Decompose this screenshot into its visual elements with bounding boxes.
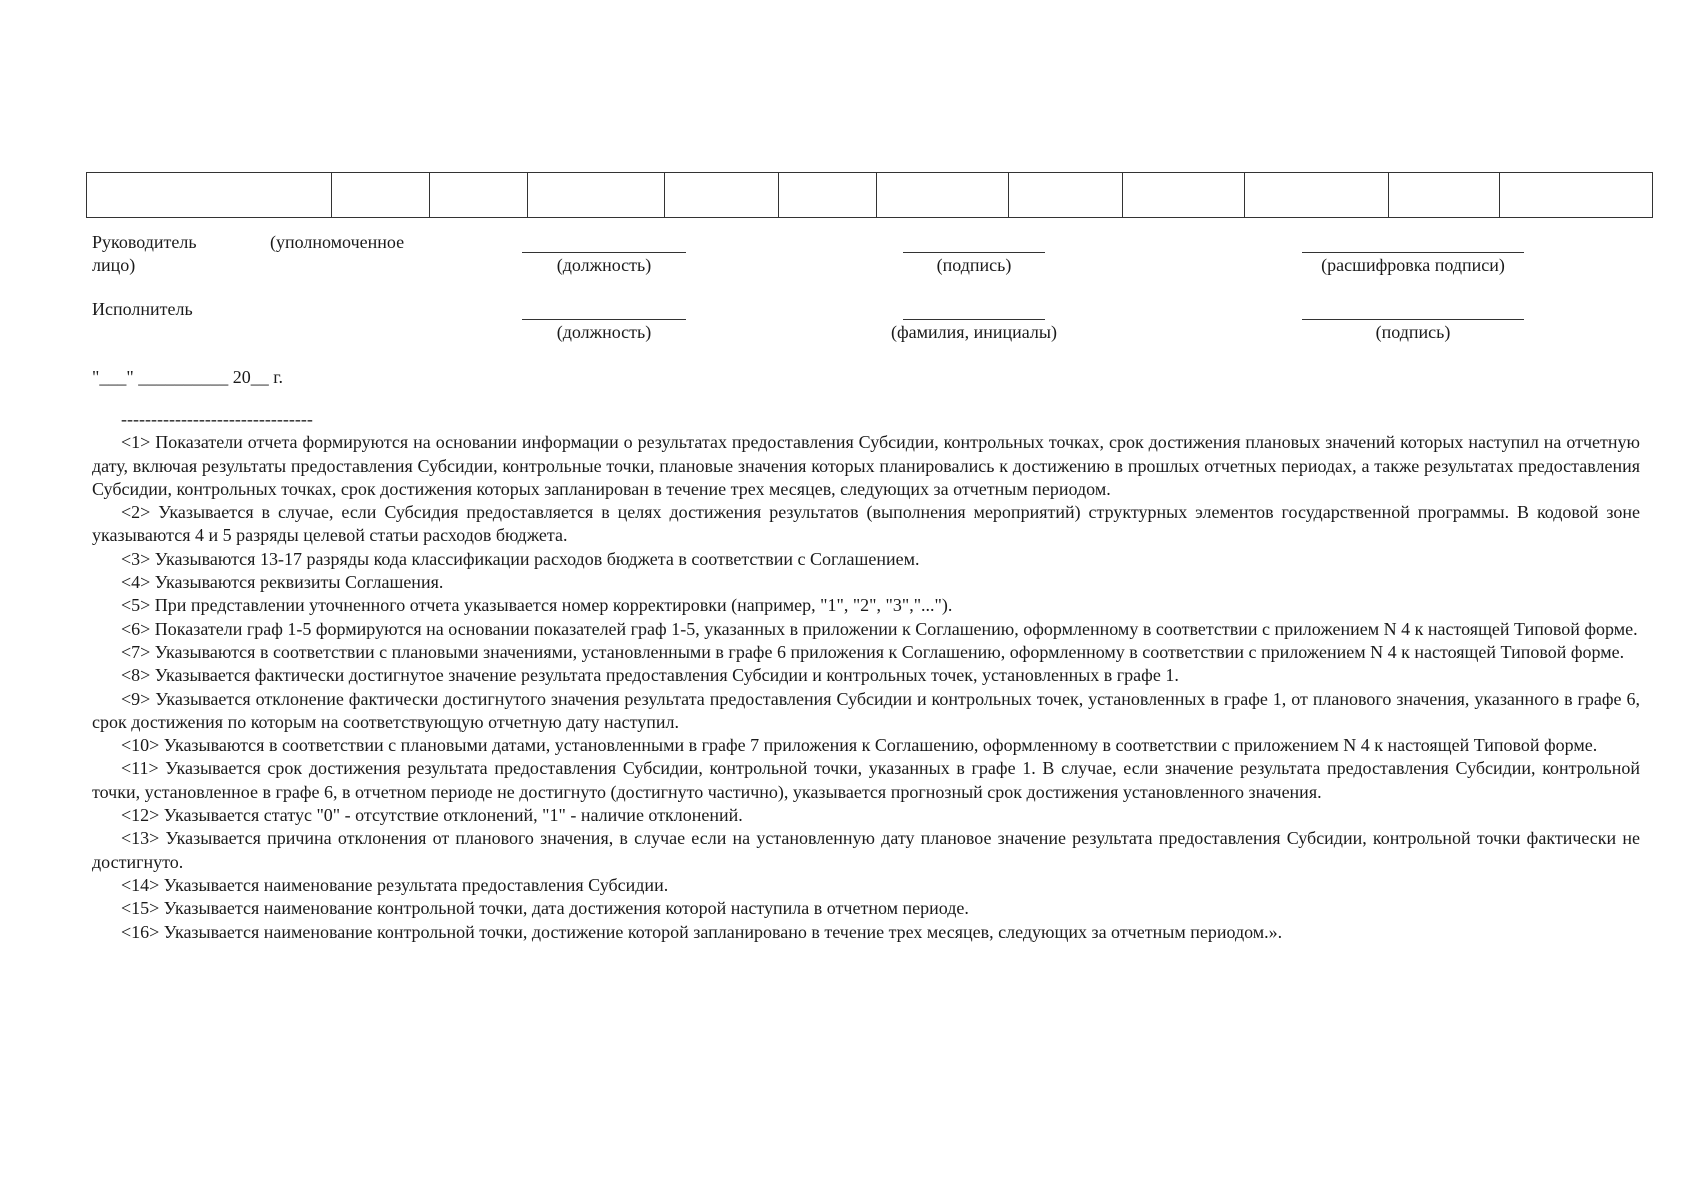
table-cell xyxy=(1245,173,1389,218)
footnote-16: <16> Указывается наименование контрольной точки, достижение которой запланировано в течение трех месяцев, следующих за отчетным периодом.». xyxy=(121,921,1283,942)
table-cell xyxy=(430,173,528,218)
head-decoding-caption: (расшифровка подписи) xyxy=(1321,255,1505,275)
head-label-person: лицо) xyxy=(92,255,136,275)
executor-signature-line xyxy=(1302,319,1524,320)
footnote-10: <10> Указываются в соответствии с плановыми датами, установленными в графе 7 приложения к Соглашению, оформленному в соответствии с приложением N 4 к настоящей Типовой форме. xyxy=(121,735,1598,756)
executor-label: Исполнитель xyxy=(92,299,193,319)
footnote-2: <2> Указывается в случае, если Субсидия предоставляется в целях достижения результатов (выполнения мероприятий) структурных элементов государственной программы. В кодовой зоне указываются 4 и 5 разряды целевой статьи расходов бюджета. xyxy=(92,502,1640,546)
footnotes xyxy=(92,408,1640,944)
table-cell xyxy=(1500,173,1653,218)
footnote-3: <3> Указываются 13-17 разряды кода классификации расходов бюджета в соответствии с Соглашением. xyxy=(121,548,920,569)
footnote-12: <12> Указывается статус "0" - отсутствие отклонений, "1" - наличие отклонений. xyxy=(121,805,743,826)
footnote-11: <11> Указывается срок достижения результата предоставления Субсидии, контрольной точки, указанных в графе 1. В случае, если значение результата предоставления Субсидии, контрольной точки, установленное в графе 6, в отчетном периоде не достигнуто (достигнуто частично), указывается прогнозный срок достижения установленного значения. xyxy=(92,758,1640,802)
table-cell xyxy=(1123,173,1245,218)
footnote-5: <5> При представлении уточненного отчета указывается номер корректировки (например, "1", "2", "3","..."). xyxy=(121,595,953,616)
table-cell xyxy=(1009,173,1123,218)
executor-name-line xyxy=(903,319,1045,320)
table-cell xyxy=(528,173,665,218)
executor-signature-caption: (подпись) xyxy=(1375,322,1451,342)
footnote-14: <14> Указывается наименование результата предоставления Субсидии. xyxy=(121,874,669,895)
footnote-1: <1> Показатели отчета формируются на основании информации о результатах предоставления Субсидии, контрольных точках, срок достижения плановых значений которых наступил на отчетную дату, включая результаты предоставления Субсидии, контрольные точки, плановые значения которых планировались к достижению в прошлых отчетных периодах, а также результатах предоставления Субсидии, контрольных точках, срок достижения которых запланирован в течение трех месяцев, следующих за отчетным периодом. xyxy=(92,432,1640,499)
table-cell xyxy=(779,173,877,218)
head-signature-line xyxy=(903,252,1045,253)
table-cell xyxy=(87,173,332,218)
table-cell xyxy=(877,173,1009,218)
head-signature-caption: (подпись) xyxy=(936,255,1012,275)
report-table-empty-row xyxy=(86,172,1653,218)
head-label: Руководитель xyxy=(92,232,197,252)
footnote-6: <6> Показатели граф 1-5 формируются на основании показателей граф 1-5, указанных в приложении к Соглашению, оформленному в соответствии с приложением N 4 к настоящей Типовой форме. xyxy=(121,618,1638,639)
executor-position-line xyxy=(522,319,686,320)
table-row xyxy=(87,173,1653,218)
footnote-4: <4> Указываются реквизиты Соглашения. xyxy=(121,572,444,593)
date-line: "___" __________ 20__ г. xyxy=(92,367,284,387)
executor-name-caption: (фамилия, инициалы) xyxy=(891,322,1057,342)
footnote-15: <15> Указывается наименование контрольной точки, дата достижения которой наступила в отчетном периоде. xyxy=(121,898,969,919)
footnote-7: <7> Указываются в соответствии с плановыми значениями, установленными в графе 6 приложения к Соглашению, оформленному в соответствии с приложением N 4 к настоящей Типовой форме. xyxy=(121,641,1625,662)
footnote-13: <13> Указывается причина отклонения от планового значения, в случае если на установленную дату плановое значение результата предоставления Субсидии, контрольной точки фактически не достигнуто. xyxy=(92,828,1640,872)
head-label-authorized: (уполномоченное xyxy=(270,232,405,252)
footnote-8: <8> Указывается фактически достигнутое значение результата предоставления Субсидии и контрольных точек, установленных в графе 1. xyxy=(121,665,1179,686)
head-decoding-line xyxy=(1302,252,1524,253)
table-cell xyxy=(665,173,779,218)
executor-position-caption: (должность) xyxy=(556,322,652,342)
head-position-caption: (должность) xyxy=(556,255,652,275)
head-position-line xyxy=(522,252,686,253)
table-cell xyxy=(332,173,430,218)
footnotes-separator: -------------------------------- xyxy=(121,409,313,429)
table-cell xyxy=(1389,173,1500,218)
footnote-9: <9> Указывается отклонение фактически достигнутого значения результата предоставления Субсидии и контрольных точек, установленных в графе 1, от планового значения, указанного в графе 6, срок достижения по которым на соответствующую отчетную дату наступил. xyxy=(92,688,1640,732)
